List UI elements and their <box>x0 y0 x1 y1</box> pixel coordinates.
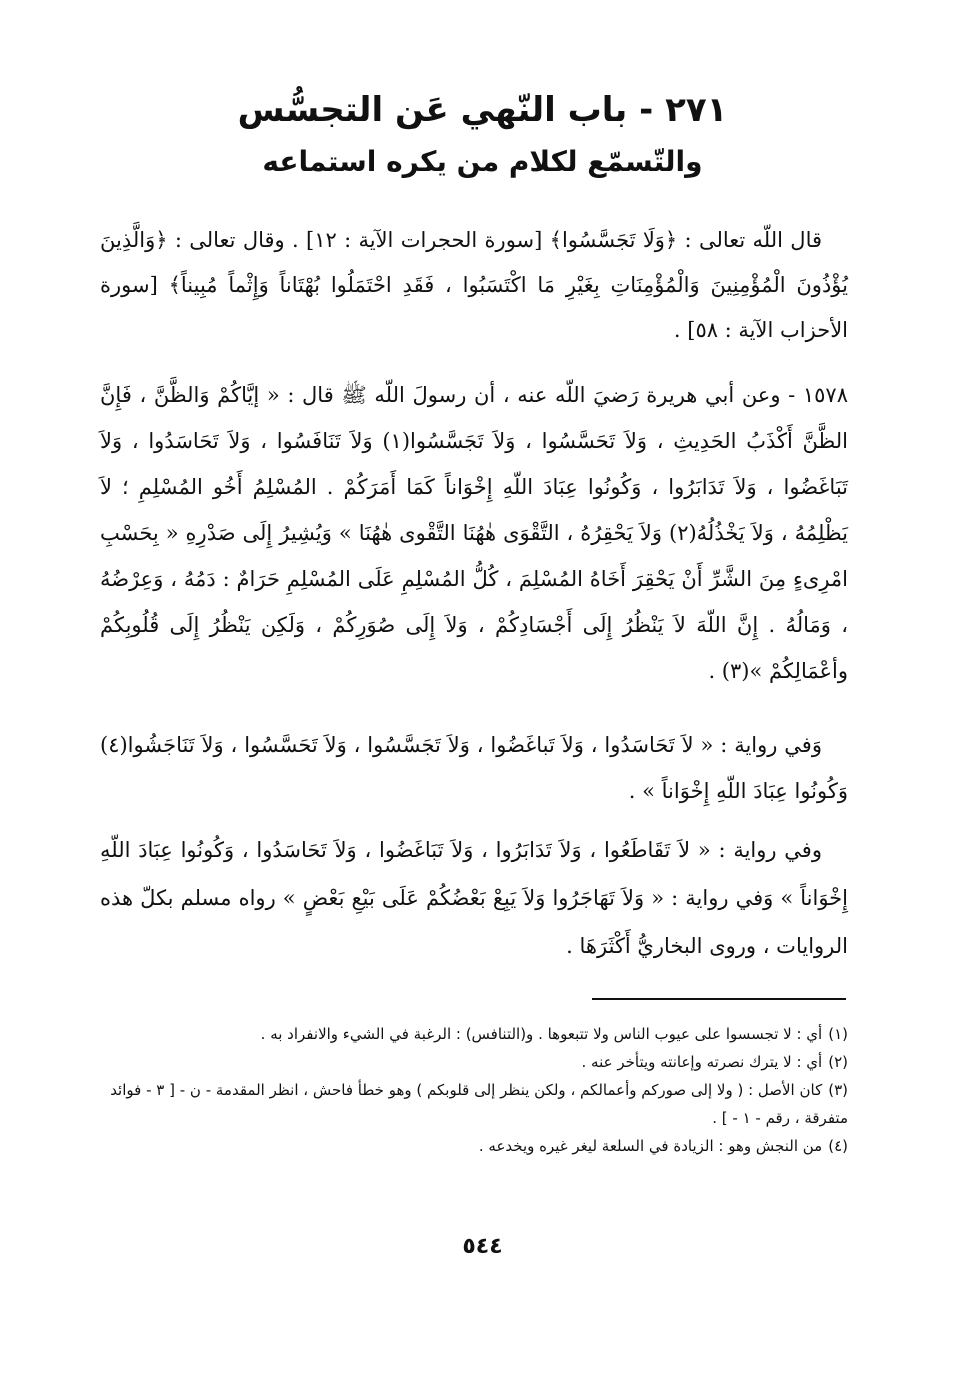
footnote-text: من النجش وهو : الزيادة في السلعة ليغر غيره ويخدعه . <box>478 1137 823 1155</box>
footnote-number: (٤) <box>828 1137 848 1155</box>
footnote-separator <box>592 998 846 1000</box>
footnote-number: (١) <box>828 1025 848 1043</box>
hadith-paragraph <box>100 372 848 694</box>
footnote-text: أي : لا تجسسوا على عيوب الناس ولا تتبعوها . و(التنافس) : الرغبة في الشيء والانفراد به . <box>260 1025 823 1043</box>
footnote-item <box>96 1132 848 1160</box>
footnote-item <box>96 1048 848 1076</box>
footnote-item <box>96 1020 848 1048</box>
footnote-text: أي : لا يترك نصرته وإعانته ويتأخر عنه . <box>581 1053 823 1071</box>
riwaya-text-1: وَفي رواية : « لاَ تَحَاسَدُوا ، وَلاَ تَباغَضُوا ، وَلاَ تَجَسَّسُوا ، وَلاَ تَحَسَّسُوا ، وَلاَ تَنَاجَشُوا(٤) وَكُونُوا عِبَادَ اللّهِ إِخْوَاناً » . <box>100 733 848 803</box>
riwaya-paragraph-1 <box>100 722 848 814</box>
riwaya-paragraph-2 <box>100 826 848 970</box>
riwaya-text-2: وفي رواية : « لاَ تَقَاطَعُوا ، وَلاَ تَدَابَرُوا ، وَلاَ تَبَاغَضُوا ، وَلاَ تَحَاسَدُوا ، وَكُونُوا عِبَادَ اللّهِ إِخْوَاناً » وَفي رواية : « وَلاَ تَهَاجَرُوا وَلاَ يَبِعْ بَعْضُكُمْ عَلَى بَيْعِ بَعْضٍ » رواه مسلم بكلّ هذه الروايات ، وروى البخاريُّ أَكْثَرَهَا . <box>100 838 848 958</box>
chapter-title: ٢٧١ - باب النّهي عَن التجسُّس <box>237 90 728 130</box>
hadith-text: ١٥٧٨ - وعن أبي هريرة رَضيَ اللّه عنه ، أن رسولَ اللّه ﷺ قال : « إيَّاكُمْ وَالظَّنَّ ، فَإِنَّ الظَّنَّ أَكْذَبُ الحَدِيثِ ، وَلاَ تَحَسَّسُوا ، وَلاَ تَجَسَّسُوا(١) وَلاَ تَنَافَسُوا ، وَلاَ تَحَاسَدُوا ، وَلاَ تَبَاغَضُوا ، وَلاَ تَدَابَرُوا ، وَكُونُوا عِبَادَ اللّهِ إِخْوَاناً كَمَا أَمَرَكُمْ . المُسْلِمُ أَخُو المُسْلِمِ ؛ لاَ يَظْلِمُهُ ، وَلاَ يَخْذُلُهُ(٢) وَلاَ يَحْقِرُهُ ، التَّقْوَى هٰهُنَا التَّقْوى هٰهُنَا » وَيُشِيرُ إِلَى صَدْرِهِ « بِحَسْبِ امْرِىءٍ مِنَ الشَّرِّ أَنْ يَحْقِرَ أَخَاهُ المُسْلِمَ ، كُلُّ المُسْلِمِ عَلَى المُسْلِمِ حَرَامٌ : دَمُهُ ، وَعِرْضُهُ ، وَمَالُهُ . إِنَّ اللّهَ لاَ يَنْظُرُ إِلَى أَجْسَادِكُمْ ، وَلاَ إِلَى صُوَرِكُمْ ، وَلَكِن يَنْظُرُ إِلَى قُلُوبِكُمْ وأعْمَالِكُمْ »(٣) . <box>100 383 848 683</box>
footnote-item <box>96 1076 848 1132</box>
chapter-heading <box>150 82 815 186</box>
chapter-subtitle: والتّسمّع لكلام من يكره استماعه <box>262 145 703 178</box>
footnote-text: كان الأصل : ( ولا إلى صوركم وأعمالكم ، ولكن ينظر إلى قلوبكم ) وهو خطأ فاحش ، انظر المقدمة - ن - [ ٣ - فوائد متفرقة ، رقم - ١ - ] . <box>110 1081 848 1127</box>
intro-paragraph <box>100 218 848 353</box>
footnote-number: (٢) <box>828 1053 848 1071</box>
intro-text: قال اللّه تعالى : ﴿وَلَا تَجَسَّسُوا﴾ [سورة الحجرات الآية : ١٢] . وقال تعالى : ﴿وَالَّذِينَ يُؤْذُونَ الْمُؤْمِنِينَ وَالْمُؤْمِنَاتِ بِغَيْرِ مَا اكْتَسَبُوا ، فَقَدِ احْتَمَلُوا بُهْتَاناً وَإِثْماً مُبِيناً﴾ [سورة الأحزاب الآية : ٥٨] . <box>100 228 848 342</box>
footnotes <box>96 1020 848 1160</box>
footnote-number: (٣) <box>828 1081 848 1099</box>
page-number: ٥٤٤ <box>462 1234 503 1259</box>
